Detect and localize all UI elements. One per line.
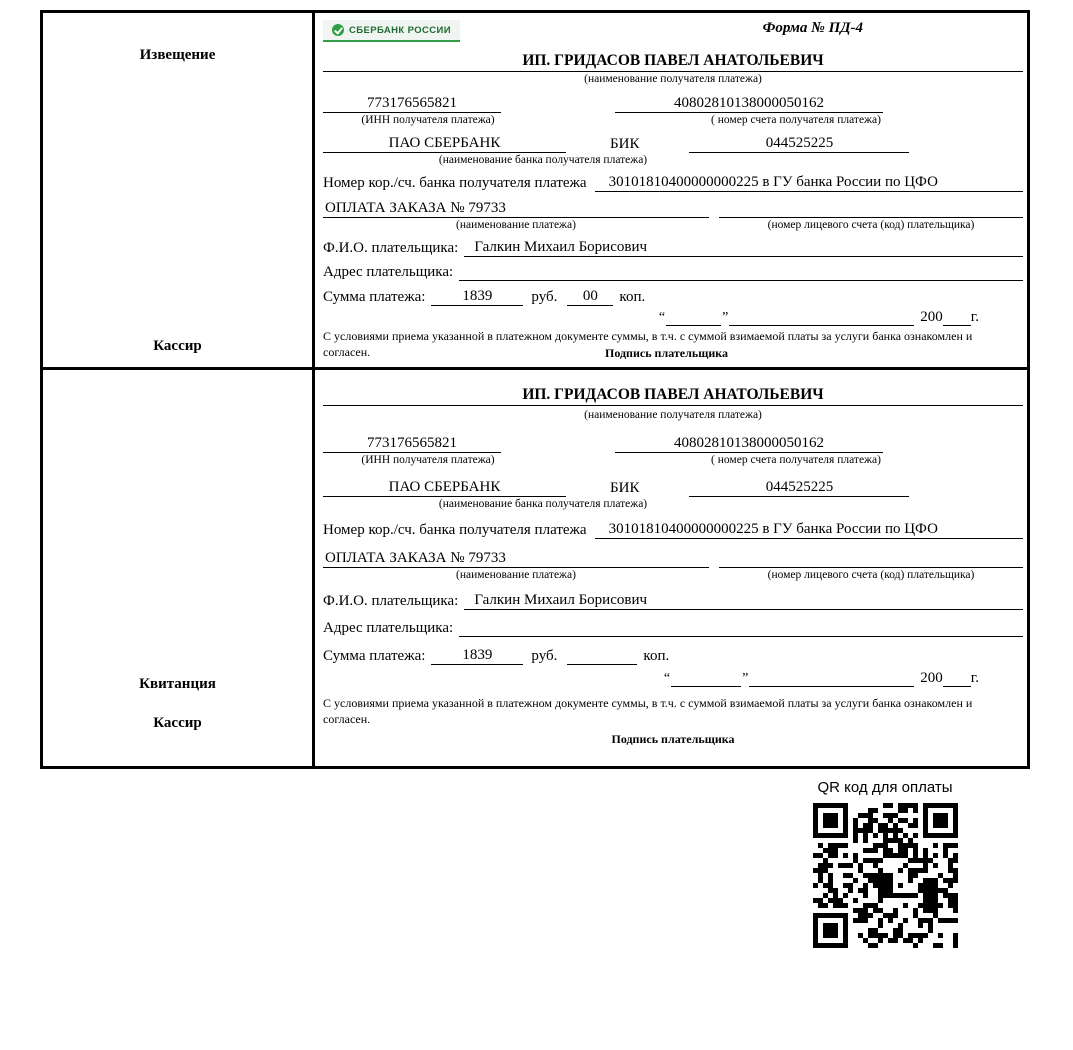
notice-body bbox=[315, 13, 1027, 367]
payer-name-row bbox=[323, 238, 1023, 257]
inn-field: 773176565821 bbox=[323, 94, 501, 113]
payer-code-caption: (номер лицевого счета (код) плательщика) bbox=[767, 569, 975, 582]
payer-signature-label: Подпись плательщика bbox=[605, 346, 728, 361]
notice-title: Извещение bbox=[139, 47, 216, 63]
date-month-blank bbox=[749, 671, 914, 687]
amount-label: Сумма платежа: bbox=[323, 648, 426, 665]
payer-name-label: Ф.И.О. плательщика: bbox=[323, 240, 459, 257]
inn-account-row bbox=[323, 434, 1023, 453]
payer-address-field bbox=[459, 619, 1023, 637]
kop-label: коп. bbox=[619, 289, 646, 306]
qr-title: QR код для оплаты bbox=[817, 779, 953, 796]
bik-field: 044525225 bbox=[689, 134, 909, 153]
payer-name-field bbox=[464, 591, 1023, 610]
date-day-blank bbox=[671, 671, 741, 687]
payer-name-label: Ф.И.О. плательщика: bbox=[323, 593, 459, 610]
notice-left-column bbox=[43, 13, 315, 367]
inn-account-captions bbox=[323, 454, 1023, 468]
bank-caption: (наименование банка получателя платежа) bbox=[438, 497, 648, 510]
inn-caption: (ИНН получателя платежа) bbox=[361, 453, 495, 466]
date-year-blank bbox=[943, 671, 971, 687]
date-close-quote: ” bbox=[742, 671, 749, 687]
recipient-name: ИП. ГРИДАСОВ ПАВЕЛ АНАТОЛЬЕВИЧ bbox=[323, 52, 1023, 72]
amount-row bbox=[323, 646, 1023, 665]
amount-kop-field bbox=[567, 647, 637, 665]
payer-address-row bbox=[323, 263, 1023, 281]
date-year-prefix: 200 bbox=[920, 670, 943, 687]
notice-section bbox=[43, 13, 1027, 370]
amount-rub-field: 1839 bbox=[431, 646, 523, 665]
corr-account-field: 30101810400000000225 в ГУ банка России по ЦФО bbox=[595, 520, 1023, 539]
payment-name-row bbox=[323, 549, 1023, 568]
bik-label: БИК bbox=[610, 135, 640, 152]
agreement-text: С условиями приема указанной в платежном документе суммы, в т.ч. с суммой взимаемой платы за услуги банка ознакомлен и согласен. bbox=[323, 329, 973, 360]
corr-account-row bbox=[323, 520, 1023, 539]
qr-code bbox=[813, 803, 958, 948]
date-year-suffix: г. bbox=[970, 309, 979, 326]
agreement-block bbox=[323, 329, 1023, 361]
date-year-prefix: 200 bbox=[920, 309, 943, 326]
notice-header-row bbox=[323, 18, 1023, 50]
agreement-block bbox=[323, 696, 1023, 747]
sberbank-logo-icon bbox=[332, 24, 344, 36]
bik-label: БИК bbox=[610, 479, 640, 496]
recipient-caption: (наименование получателя платежа) bbox=[584, 73, 762, 85]
payment-caption: (наименование платежа) bbox=[456, 219, 576, 232]
bank-name-field: ПАО СБЕРБАНК bbox=[323, 134, 566, 153]
payment-name-row bbox=[323, 199, 1023, 218]
agreement-text: С условиями приема указанной в платежном документе суммы, в т.ч. с суммой взимаемой платы за услуги банка ознакомлен и согласен. bbox=[323, 696, 973, 727]
account-caption: ( номер счета получателя платежа) bbox=[711, 453, 881, 466]
date-open-quote: “ bbox=[663, 671, 671, 687]
payment-caption: (наименование платежа) bbox=[456, 569, 576, 582]
date-row bbox=[323, 309, 1023, 326]
receipt-body bbox=[315, 370, 1027, 766]
receipt-left-column bbox=[43, 370, 315, 766]
amount-kop-field: 00 bbox=[567, 287, 613, 306]
account-field: 40802810138000050162 bbox=[615, 94, 883, 113]
date-year-blank bbox=[943, 310, 971, 326]
corr-account-label: Номер кор./сч. банка получателя платежа bbox=[323, 522, 587, 539]
date-month-blank bbox=[729, 310, 914, 326]
account-field: 40802810138000050162 bbox=[615, 434, 883, 453]
receipt-section bbox=[43, 370, 1027, 766]
recipient-name: ИП. ГРИДАСОВ ПАВЕЛ АНАТОЛЬЕВИЧ bbox=[323, 386, 1023, 406]
kop-label: коп. bbox=[643, 648, 670, 665]
notice-cashier-label: Кассир bbox=[153, 338, 202, 354]
payer-name-field bbox=[464, 238, 1023, 257]
payer-signature-label: Подпись плательщика bbox=[611, 731, 735, 746]
bank-caption: (наименование банка получателя платежа) bbox=[438, 153, 648, 166]
sberbank-logo-text: СБЕРБАНК РОССИИ bbox=[349, 24, 451, 36]
sberbank-logo bbox=[323, 20, 460, 42]
payer-code-field bbox=[719, 200, 1023, 218]
date-year-suffix: г. bbox=[970, 670, 979, 687]
account-caption: ( номер счета получателя платежа) bbox=[711, 113, 881, 126]
receipt-title: Квитанция bbox=[139, 676, 216, 692]
amount-rub-field: 1839 bbox=[431, 287, 523, 306]
recipient-caption: (наименование получателя платежа) bbox=[584, 409, 762, 421]
inn-account-row bbox=[323, 94, 1023, 113]
payment-name-field: ОПЛАТА ЗАКАЗА № 79733 bbox=[323, 199, 709, 218]
bank-row bbox=[323, 134, 1023, 153]
corr-account-label: Номер кор./сч. банка получателя платежа bbox=[323, 175, 587, 192]
payer-name-row bbox=[323, 591, 1023, 610]
payer-address-label: Адрес плательщика: bbox=[323, 264, 454, 281]
date-close-quote: ” bbox=[722, 310, 729, 326]
payer-address-row bbox=[323, 619, 1023, 637]
amount-row bbox=[323, 287, 1023, 306]
payer-name-value: Галкин Михаил Борисович bbox=[474, 239, 648, 256]
rub-label: руб. bbox=[531, 648, 558, 665]
payer-address-field bbox=[459, 263, 1023, 281]
rub-label: руб. bbox=[531, 289, 558, 306]
inn-field: 773176565821 bbox=[323, 434, 501, 453]
date-day-blank bbox=[666, 310, 721, 326]
payment-captions-row bbox=[323, 569, 1023, 583]
amount-label: Сумма платежа: bbox=[323, 289, 426, 306]
date-open-quote: “ bbox=[658, 310, 666, 326]
payer-address-label: Адрес плательщика: bbox=[323, 620, 454, 637]
receipt-cashier-label: Кассир bbox=[153, 715, 202, 731]
payer-name-value: Галкин Михаил Борисович bbox=[474, 592, 648, 609]
bank-name-field: ПАО СБЕРБАНК bbox=[323, 478, 566, 497]
payment-name-field: ОПЛАТА ЗАКАЗА № 79733 bbox=[323, 549, 709, 568]
date-row bbox=[323, 670, 1023, 687]
corr-account-field: 30101810400000000225 в ГУ банка России по ЦФО bbox=[595, 173, 1023, 192]
form-number-title: Форма № ПД-4 bbox=[762, 20, 863, 36]
qr-block bbox=[785, 779, 985, 953]
bank-row bbox=[323, 478, 1023, 497]
corr-account-row bbox=[323, 173, 1023, 192]
payment-captions-row bbox=[323, 219, 1023, 233]
payer-code-field bbox=[719, 550, 1023, 568]
inn-caption: (ИНН получателя платежа) bbox=[361, 113, 495, 126]
payment-form-pd4 bbox=[40, 10, 1030, 769]
inn-account-captions bbox=[323, 114, 1023, 128]
payer-code-caption: (номер лицевого счета (код) плательщика) bbox=[767, 219, 975, 232]
bik-field: 044525225 bbox=[689, 478, 909, 497]
